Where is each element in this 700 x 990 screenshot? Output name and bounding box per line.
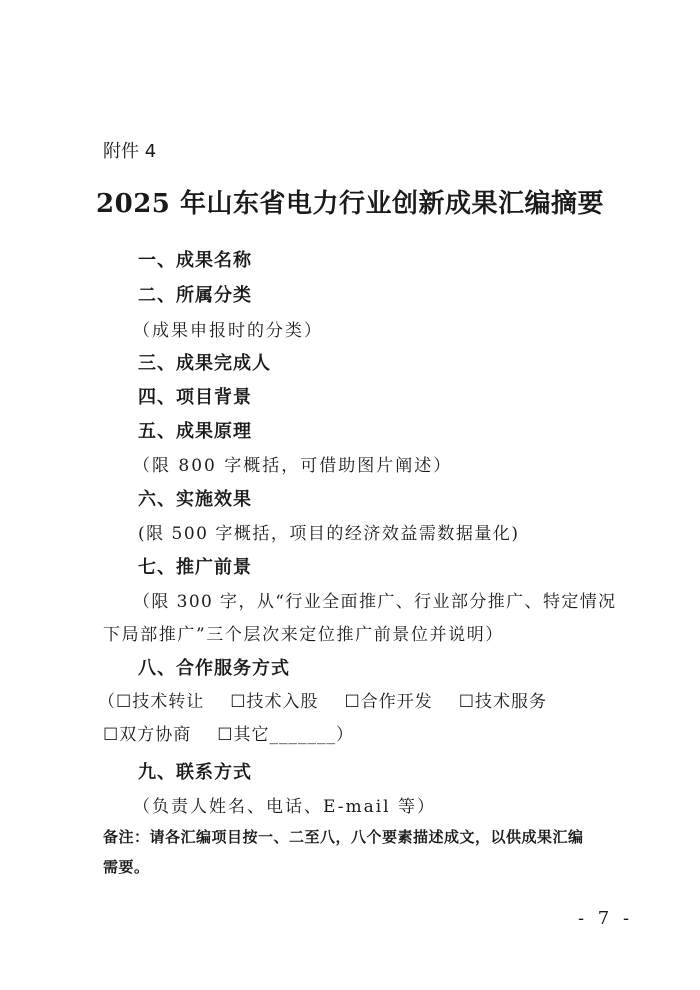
section-7-note-line2: 下局部推广”三个层次来定位推广前景位并说明） (103, 625, 504, 645)
section-6-note: (限 500 字概括，项目的经济效益需数据量化) (138, 524, 520, 544)
section-7-note-line1: （限 300 字，从“行业全面推广、行业部分推广、特定情况 (133, 592, 617, 612)
section-5-note: （限 800 字概括，可借助图片阐述） (133, 456, 453, 476)
remark-line1: 备注：请各汇编项目按一、二至八，八个要素描述成文，以供成果汇编 (103, 828, 584, 846)
option-other: ☐其它_______） (217, 725, 354, 745)
cooperation-options-row2 (103, 720, 354, 745)
section-1-heading: 一、成果名称 (138, 250, 252, 271)
section-6-heading: 六、实施效果 (138, 489, 252, 510)
section-2-note: （成果申报时的分类） (133, 321, 323, 341)
option-joint-development: ☐合作开发 (344, 692, 433, 712)
attachment-label: 附件 4 (103, 141, 157, 162)
document-title: 2025 年山东省电力行业创新成果汇编摘要 (96, 189, 604, 219)
section-9-note: （负责人姓名、电话、E-mail 等） (133, 797, 437, 817)
page-number: - 7 - (578, 908, 634, 929)
option-tech-equity: ☐技术入股 (230, 692, 319, 712)
remark-line2: 需要。 (103, 858, 150, 876)
section-3-heading: 三、成果完成人 (138, 353, 271, 374)
section-7-heading: 七、推广前景 (138, 557, 252, 578)
options-open-paren: （ (98, 692, 116, 712)
section-9-heading: 九、联系方式 (138, 762, 252, 783)
section-2-heading: 二、所属分类 (138, 285, 252, 306)
section-4-heading: 四、项目背景 (138, 387, 252, 408)
option-tech-transfer: ☐技术转让 (116, 692, 205, 712)
option-tech-service: ☐技术服务 (458, 692, 547, 712)
section-5-heading: 五、成果原理 (138, 421, 252, 442)
option-mutual-negotiation: ☐双方协商 (103, 725, 192, 745)
cooperation-options-row1 (98, 687, 547, 712)
section-8-heading: 八、合作服务方式 (138, 658, 290, 679)
